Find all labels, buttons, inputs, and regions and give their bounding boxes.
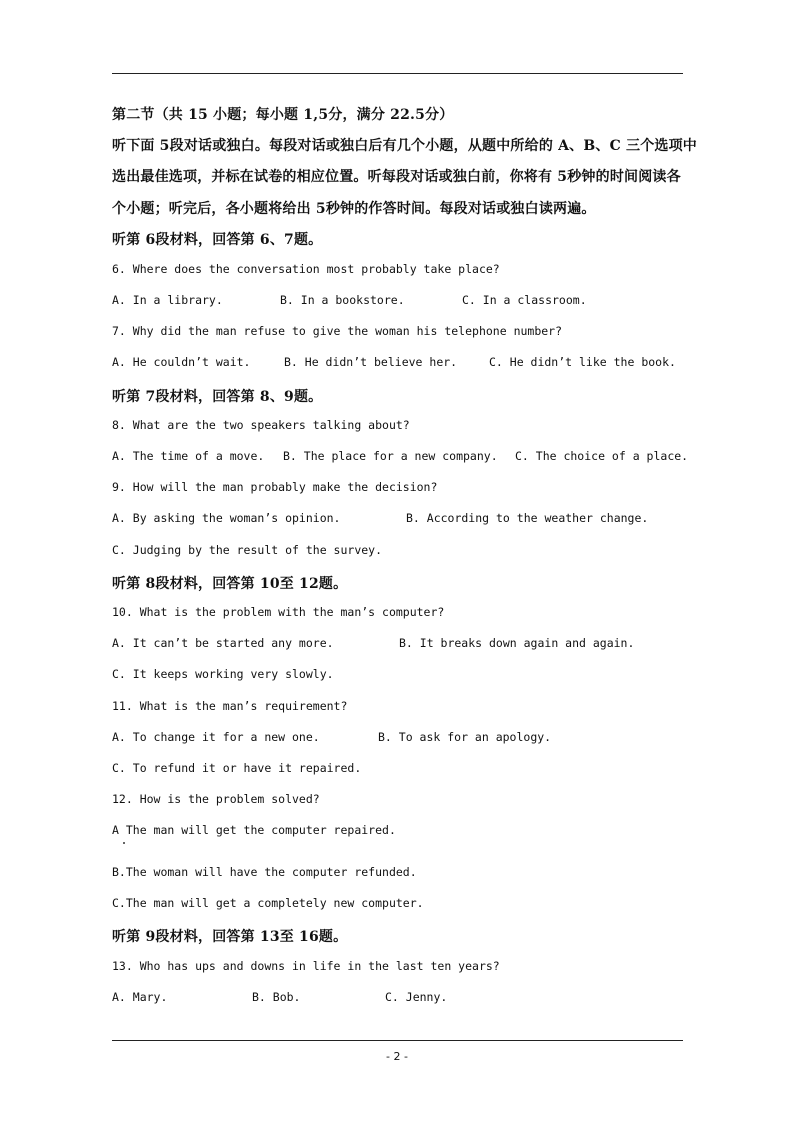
header-rule <box>112 73 683 74</box>
option-c: C. He didn’t like the book. <box>489 355 676 369</box>
option-b: B. The place for a new company. <box>283 449 498 463</box>
option-a: A. In a library. <box>112 293 223 307</box>
question-stem: 8. What are the two speakers talking about? <box>112 418 410 432</box>
question-stem: 9. How will the man probably make the decision? <box>112 480 438 494</box>
option-b: B. According to the weather change. <box>406 511 649 525</box>
instruction-line: 个小题；听完后，各小题将给出 5秒钟的作答时间。每段对话或独白读两遍。 <box>112 201 596 217</box>
option-b: B. He didn’t believe her. <box>284 355 458 369</box>
option-b: B. To ask for an apology. <box>378 730 552 744</box>
group-label: 听第 7段材料，回答第 8、9题。 <box>112 389 323 405</box>
option-b: B. In a bookstore. <box>280 293 405 307</box>
option-a: A. It can’t be started any more. <box>112 636 334 650</box>
option-a: A. Mary. <box>112 990 168 1004</box>
option-a: A. To change it for a new one. <box>112 730 320 744</box>
stray-mark <box>123 842 125 844</box>
group-label: 听第 9段材料，回答第 13至 16题。 <box>112 929 348 945</box>
option-b: B. Bob. <box>252 990 301 1004</box>
option-a: A The man will get the computer repaired. <box>112 823 396 837</box>
question-stem: 13. Who has ups and downs in life in the last ten years? <box>112 959 500 973</box>
option-a: A. By asking the woman’s opinion. <box>112 511 341 525</box>
section-heading: 第二节（共 15 小题；每小题 1,5分，满分 22.5分） <box>112 107 454 123</box>
group-label: 听第 6段材料，回答第 6、7题。 <box>112 232 323 248</box>
question-stem: 11. What is the man’s requirement? <box>112 699 348 713</box>
question-stem: 7. Why did the man refuse to give the woman his telephone number? <box>112 324 563 338</box>
question-stem: 10. What is the problem with the man’s computer? <box>112 605 445 619</box>
option-c: C.The man will get a completely new computer. <box>112 896 424 910</box>
question-stem: 6. Where does the conversation most probably take place? <box>112 262 500 276</box>
option-c: C. In a classroom. <box>462 293 587 307</box>
option-c: C. Jenny. <box>385 990 448 1004</box>
option-a: A. He couldn’t wait. <box>112 355 251 369</box>
page-number: - 2 - <box>386 1050 408 1063</box>
question-stem: 12. How is the problem solved? <box>112 792 320 806</box>
option-b: B.The woman will have the computer refunded. <box>112 865 417 879</box>
instruction-line: 选出最佳选项，并标在试卷的相应位置。听每段对话或独白前，你将有 5秒钟的时间阅读各 <box>112 169 681 185</box>
option-c: C. It keeps working very slowly. <box>112 667 334 681</box>
group-label: 听第 8段材料，回答第 10至 12题。 <box>112 576 348 592</box>
option-c: C. The choice of a place. <box>515 449 689 463</box>
instruction-line: 听下面 5段对话或独白。每段对话或独白后有几个小题，从题中所给的 A、B、C 三个选项中 <box>112 138 697 154</box>
option-a: A. The time of a move. <box>112 449 265 463</box>
option-b: B. It breaks down again and again. <box>399 636 635 650</box>
option-c: C. To refund it or have it repaired. <box>112 761 362 775</box>
option-c: C. Judging by the result of the survey. <box>112 543 383 557</box>
footer-rule <box>112 1040 683 1041</box>
